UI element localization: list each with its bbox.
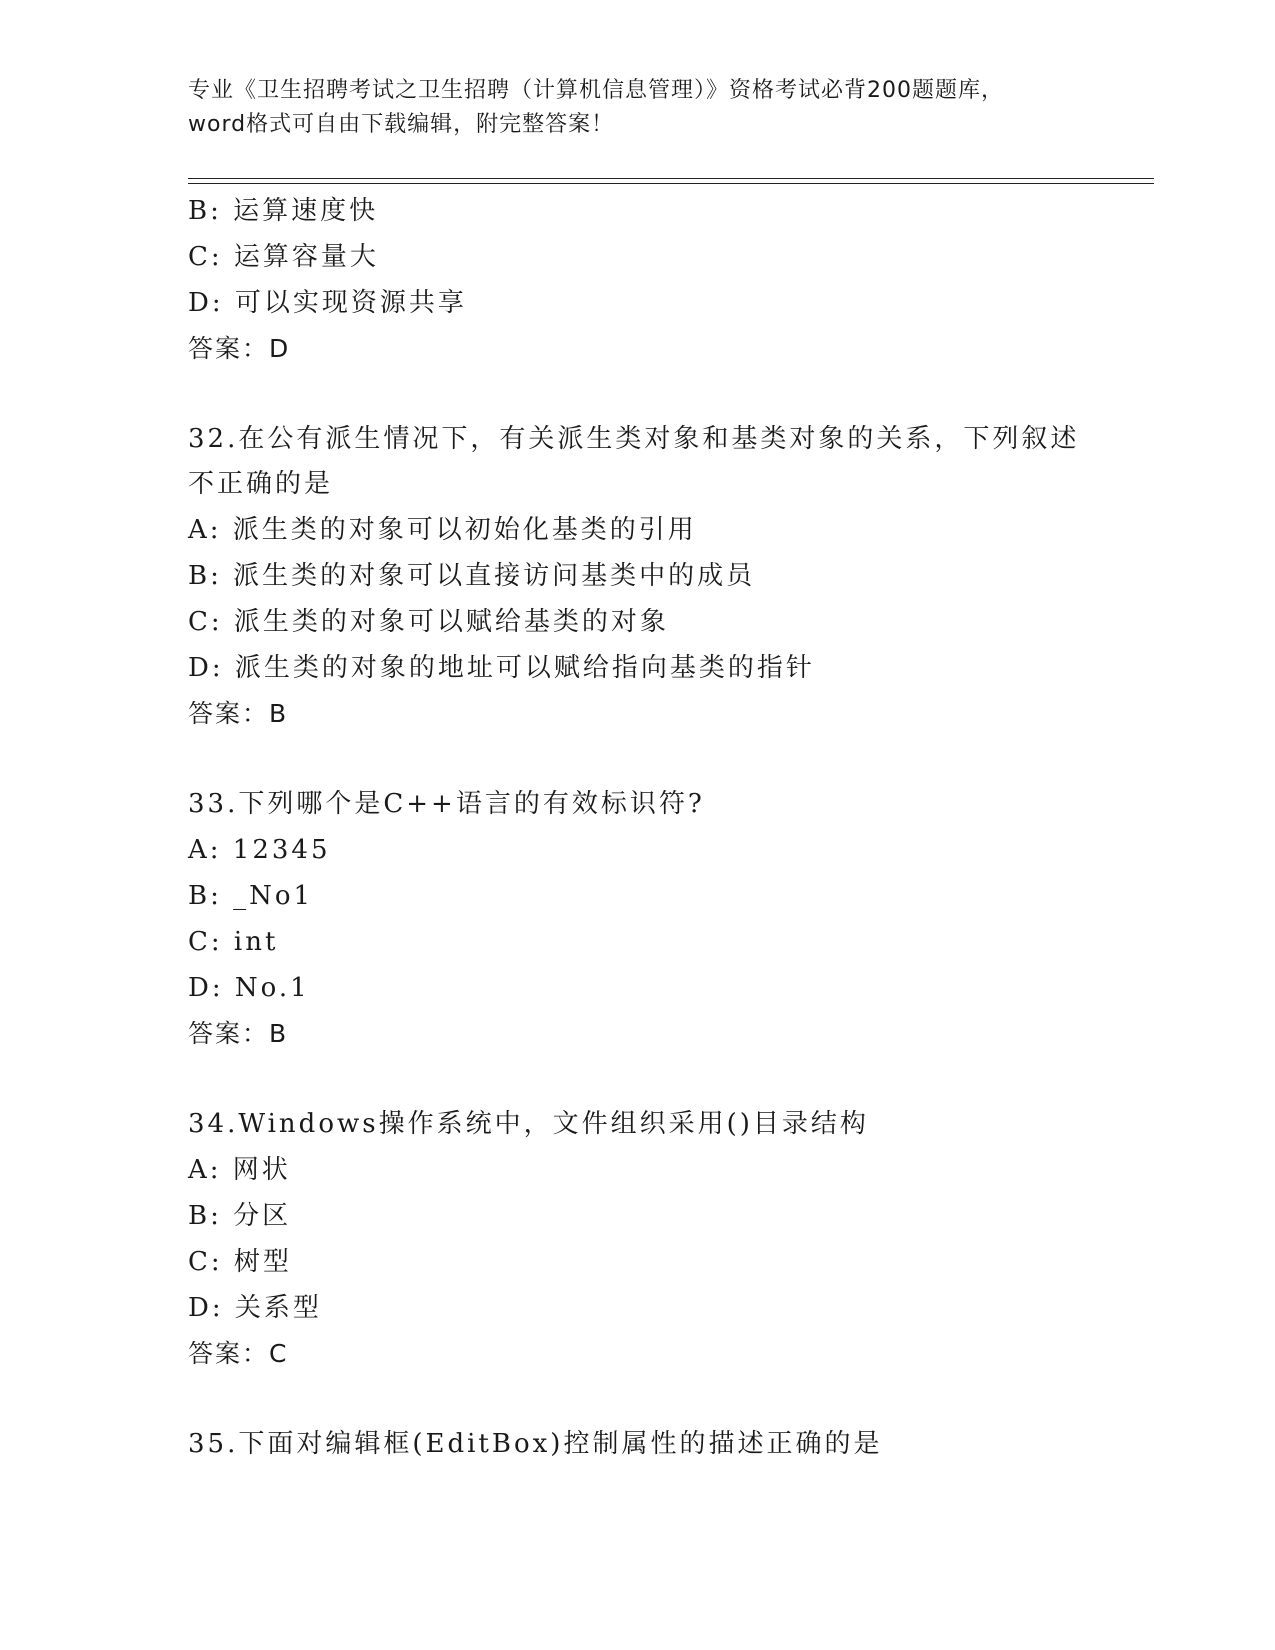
answer-label: 答案：B: [188, 1019, 289, 1048]
option-b: B: 运算速度快: [188, 196, 379, 226]
question-31-continuation: [188, 188, 1148, 372]
question-32: [188, 417, 1148, 737]
option-d: D: 关系型: [188, 1293, 322, 1323]
option-d: D: 派生类的对象的地址可以赋给指向基类的指针: [188, 653, 815, 683]
header-divider-bottom: [188, 183, 1154, 184]
question-text: 32.在公有派生情况下，有关派生类对象和基类对象的关系，下列叙述不正确的是: [188, 424, 1080, 499]
spacer: [188, 1377, 1148, 1422]
spacer: [188, 1057, 1148, 1102]
spacer: [188, 372, 1148, 417]
option-d: D: No.1: [188, 973, 310, 1003]
question-33: [188, 782, 1148, 1057]
option-c: C: 树型: [188, 1247, 292, 1277]
spacer: [188, 737, 1148, 782]
answer-label: 答案：B: [188, 699, 289, 728]
option-c: C: 派生类的对象可以赋给基类的对象: [188, 607, 669, 637]
option-d: D: 可以实现资源共享: [188, 288, 467, 318]
answer-label: 答案：C: [188, 1339, 289, 1368]
question-list: [188, 188, 1148, 1467]
option-b: B: 派生类的对象可以直接访问基类中的成员: [188, 561, 756, 591]
option-c: C: int: [188, 927, 279, 957]
question-35: [188, 1422, 1148, 1467]
option-b: B: 分区: [188, 1201, 292, 1231]
document-header: [188, 74, 1088, 142]
option-b: B: _No1: [188, 881, 314, 911]
question-34: [188, 1102, 1148, 1377]
option-a: A: 网状: [188, 1155, 291, 1185]
header-title-line-1: 专业《卫生招聘考试之卫生招聘（计算机信息管理）》资格考试必背200题题库，: [188, 78, 1004, 103]
header-title-line-2: word格式可自由下载编辑，附完整答案！: [188, 112, 615, 137]
option-c: C: 运算容量大: [188, 242, 379, 272]
header-divider-top: [188, 178, 1154, 179]
question-text: 33.下列哪个是C++语言的有效标识符?: [188, 789, 705, 819]
option-a: A: 12345: [188, 835, 331, 865]
question-text: 34.Windows操作系统中，文件组织采用()目录结构: [188, 1109, 869, 1139]
question-text: 35.下面对编辑框(EditBox)控制属性的描述正确的是: [188, 1429, 883, 1459]
option-a: A: 派生类的对象可以初始化基类的引用: [188, 515, 697, 545]
answer-label: 答案：D: [188, 334, 291, 363]
